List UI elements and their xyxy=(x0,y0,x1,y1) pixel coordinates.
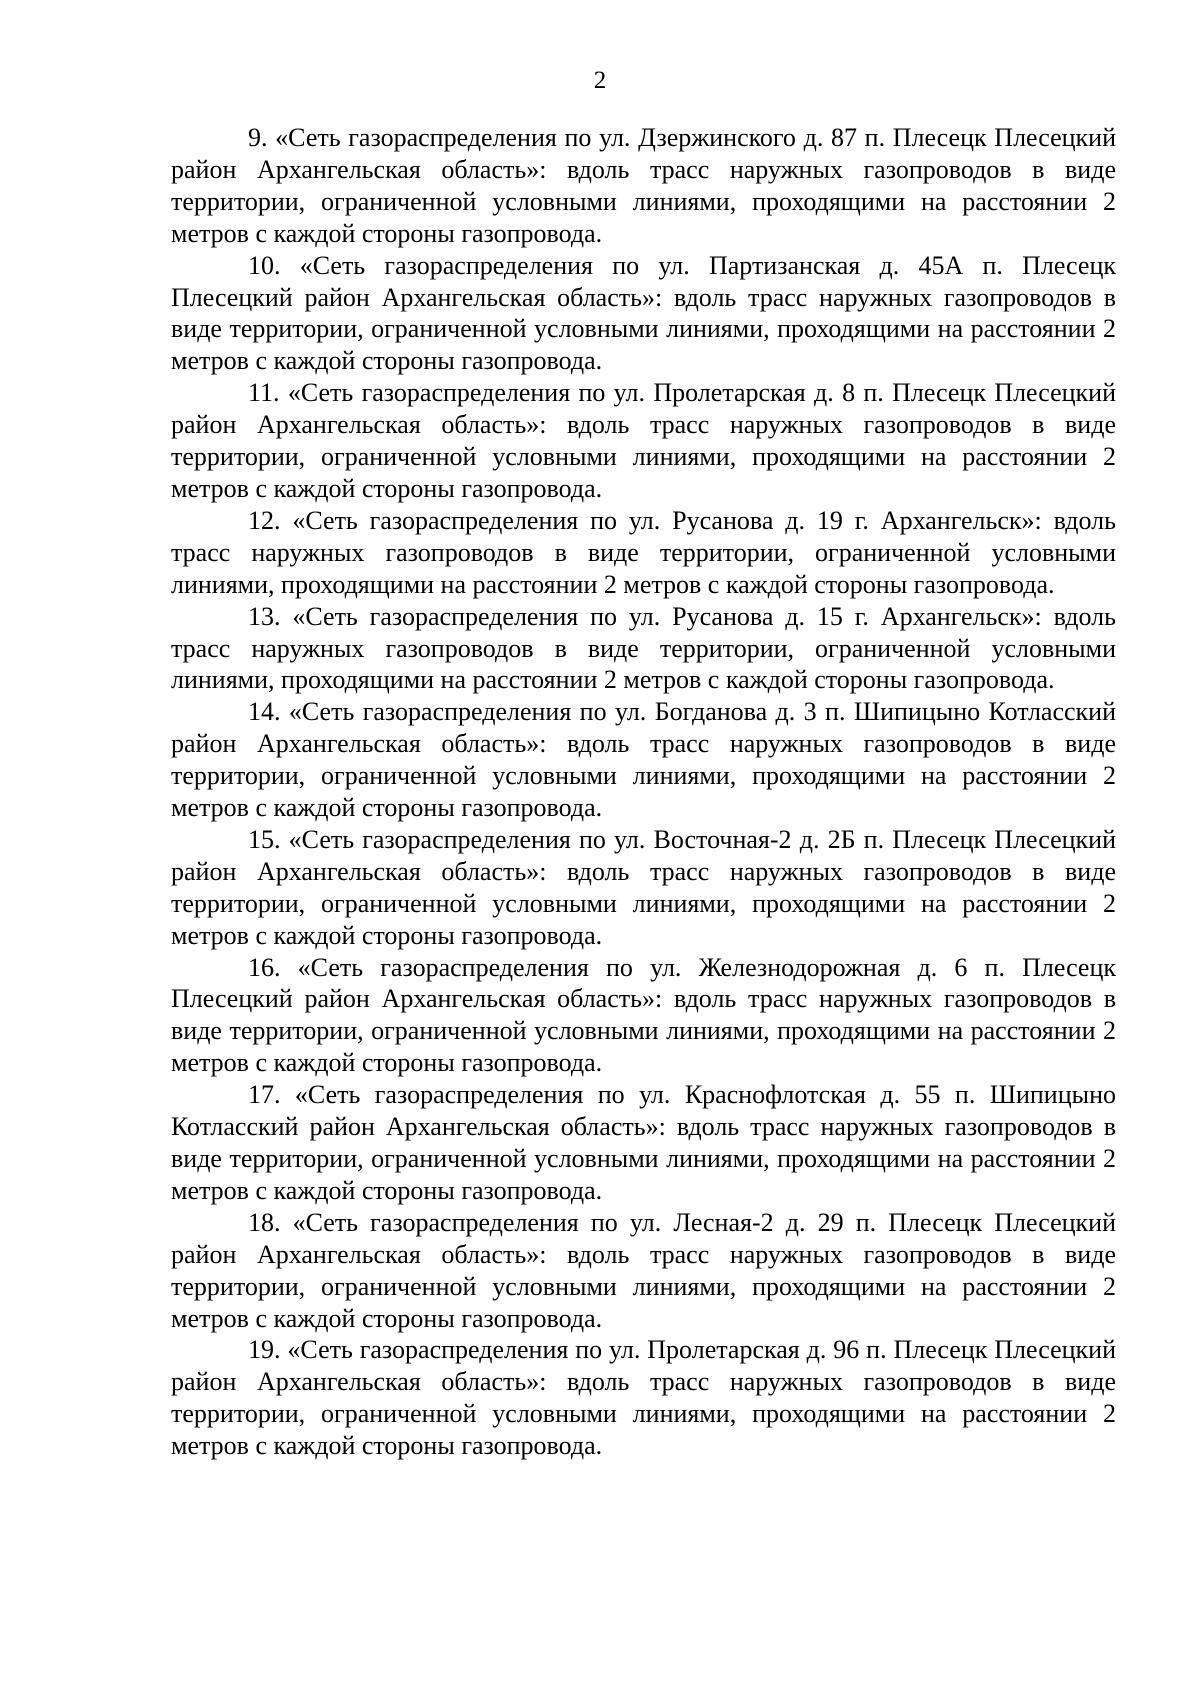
item-text: «Сеть газораспределения по ул. Восточная-2 д. 2Б п. Плесецк Плесецкий район Архангельская область»: вдоль трасс наружных газопроводов в виде территории, ограниченной условными линиями, проходящими на расстоянии 2 метров с каждой стороны газопровода. xyxy=(171,824,1116,950)
item-text: «Сеть газораспределения по ул. Дзержинского д. 87 п. Плесецк Плесецкий район Архангельская область»: вдоль трасс наружных газопроводов в виде территории, ограниченной условными линиями, проходящими на расстоянии 2 метров с каждой стороны газопровода. xyxy=(171,123,1116,248)
list-item-17 xyxy=(171,1079,1116,1207)
item-text: «Сеть газораспределения по ул. Партизанская д. 45А п. Плесецк Плесецкий район Архангельская область»: вдоль трасс наружных газопроводов в виде территории, ограниченной условными линиями, проходящими на расстоянии 2 метров с каждой стороны газопровода. xyxy=(171,250,1116,376)
list-item-11 xyxy=(171,377,1116,505)
item-text: «Сеть газораспределения по ул. Русанова д. 15 г. Архангельск»: вдоль трасс наружных газопроводов в виде территории, ограниченной условными линиями, проходящими на расстоянии 2 метров с каждой стороны газопровода. xyxy=(171,601,1116,695)
list-item-12 xyxy=(171,505,1116,601)
item-text: «Сеть газораспределения по ул. Богданова д. 3 п. Шипицыно Котласский район Архангельская область»: вдоль трасс наружных газопроводов в виде территории, ограниченной условными линиями, проходящими на расстоянии 2 метров с каждой стороны газопровода. xyxy=(171,697,1116,823)
item-number: 19. xyxy=(248,1335,281,1365)
list-item-19 xyxy=(171,1334,1116,1462)
item-number: 15. xyxy=(248,824,281,854)
list-item-10 xyxy=(171,250,1116,378)
item-text: «Сеть газораспределения по ул. Железнодорожная д. 6 п. Плесецк Плесецкий район Архангельская область»: вдоль трасс наружных газопроводов в виде территории, ограниченной условными линиями, проходящими на расстоянии 2 метров с каждой стороны газопровода. xyxy=(171,952,1117,1078)
list-item-14 xyxy=(171,696,1116,824)
item-text: «Сеть газораспределения по ул. Русанова д. 19 г. Архангельск»: вдоль трасс наружных газопроводов в виде территории, ограниченной условными линиями, проходящими на расстоянии 2 метров с каждой стороны газопровода. xyxy=(171,505,1116,599)
item-text: «Сеть газораспределения по ул. Пролетарская д. 8 п. Плесецк Плесецкий район Архангельская область»: вдоль трасс наружных газопроводов в виде территории, ограниченной условными линиями, проходящими на расстоянии 2 метров с каждой стороны газопровода. xyxy=(171,378,1117,503)
item-text: «Сеть газораспределения по ул. Краснофлотская д. 55 п. Шипицыно Котласский район Архангельская область»: вдоль трасс наружных газопроводов в виде территории, ограниченной условными линиями, проходящими на расстоянии 2 метров с каждой стороны газопровода. xyxy=(171,1080,1116,1205)
document-body xyxy=(171,122,1116,1462)
list-item-18 xyxy=(171,1207,1116,1335)
item-number: 16. xyxy=(248,952,281,982)
item-number: 9. xyxy=(248,123,268,152)
page-number: 2 xyxy=(593,67,607,94)
item-number: 13. xyxy=(248,601,281,631)
item-text: «Сеть газораспределения по ул. Лесная-2 д. 29 п. Плесецк Плесецкий район Архангельская область»: вдоль трасс наружных газопроводов в виде территории, ограниченной условными линиями, проходящими на расстоянии 2 метров с каждой стороны газопровода. xyxy=(171,1207,1116,1333)
list-item-9 xyxy=(171,122,1116,250)
item-text: «Сеть газораспределения по ул. Пролетарская д. 96 п. Плесецк Плесецкий район Архангельская область»: вдоль трасс наружных газопроводов в виде территории, ограниченной условными линиями, проходящими на расстоянии 2 метров с каждой стороны газопровода. xyxy=(171,1335,1116,1461)
item-number: 11. xyxy=(248,378,280,408)
item-number: 12. xyxy=(248,505,281,535)
list-item-13 xyxy=(171,601,1116,697)
item-number: 14. xyxy=(248,697,281,727)
item-number: 18. xyxy=(248,1207,281,1237)
item-number: 10. xyxy=(248,250,281,280)
list-item-15 xyxy=(171,824,1116,952)
item-number: 17. xyxy=(248,1080,281,1110)
list-item-16 xyxy=(171,952,1116,1080)
